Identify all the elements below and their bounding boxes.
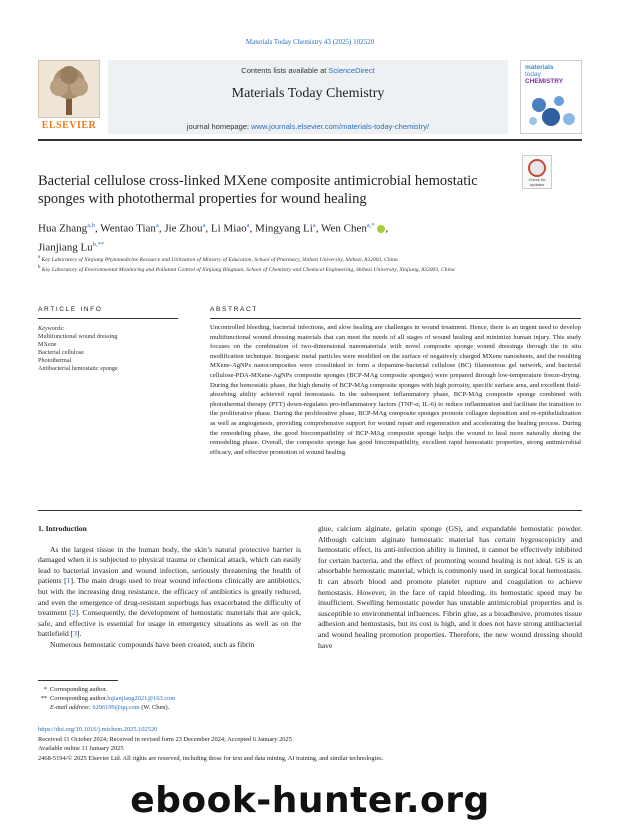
footnote-email: [38, 703, 338, 712]
crossmark-line1: Check for: [528, 177, 546, 182]
journal-masthead: [38, 60, 582, 136]
crossmark-badge[interactable]: [522, 155, 552, 189]
journal-homepage-line: [108, 122, 508, 131]
author-affil-mark[interactable]: a,*: [366, 222, 375, 229]
cover-title: [521, 61, 581, 85]
author-affil-mark[interactable]: a: [155, 222, 159, 229]
author-affil-mark[interactable]: a: [312, 222, 316, 229]
author-email-link[interactable]: 6296199@qq.com: [92, 704, 140, 712]
elsevier-logo[interactable]: [38, 60, 100, 132]
abstract-text: Uncontrolled bleeding, bacterial infections, and slow healing are challenges in wound treatment. Hence, there is an urgent need to develop multifunctional wound dressing materials that can meet the needs of all stages of wound healing and minimize human injury. This study focuses on the combination of two-dimensional nanomaterials with novel composite sponge wound dressings through the in situ modification technique. Inorganic metal particles were modified on the surface of negatively charged MXene nanosheets, and the resulting MXene-AgNPs nanocomposites were crosslinked to form a dopamine-bacterial cellulose (BC) filamentous gel network, and bacterial cellulose-PDA-MXene-AgNPs composite sponges (BCP-MAg composite sponges) were prepared through low-temperature freeze-drying. During the hemostatic phase, the high density of BCP-MAg composite sponges with high porosity, specific surface area, and excellent fluid-absorbing ability achieved rapid hemostasis. In the subsequent inflammatory phase, BCP-MAg composite sponge combined with photothermal therapy (PTT) down-regulates pro-inflammatory factors (TNF-α, IL-6) to reduce inflammation and facilitate the transition to the proliferative phase. During the proliferative phase, BCP-MAg composite sponges promote collagen deposition and re-epithelialization as well as angiogenesis, providing comprehensive support for wound repair and regeneration and accelerating the healing process. During the remodeling phase, the good biocompatibility of BCP-MAg composite sponge helps the wound to heal more naturally during the remodeling phase. Overall, the composite sponge has good biocompatibility, excellent rapid hemostatic properties, strong antimicrobial efficacy, and effective promotion of wound healing.: [210, 324, 581, 456]
affiliation-item: [38, 264, 558, 274]
affiliation-text: Key Laboratory of Environmental Monitoring and Pollutant Control of Xinjiang Bingtuan, School of Chemistry and Chemical Engineering, Shihezi University, Xinjiang, 832003, China: [41, 267, 455, 274]
corresponding-email-link[interactable]: lujianjiang2021@163.com: [107, 695, 176, 703]
intro-text: ]. Consequently, the development of hemostatic materials that are quick, safe, and effective is essential for usage in emergency situations as well as on the battlefield [: [38, 608, 301, 639]
email-suffix: (W. Chen).: [139, 704, 170, 712]
cover-title-line1: materials: [525, 64, 554, 71]
author-affil-mark[interactable]: a: [202, 222, 206, 229]
keyword-item: Multifunctional wound dressing: [38, 333, 118, 340]
keywords-label: Keywords:: [38, 325, 65, 332]
email-label: E-mail address:: [50, 704, 93, 712]
cover-title-line2: today: [525, 71, 541, 78]
crossmark-label: [523, 177, 551, 187]
intro-text: ].: [77, 629, 82, 639]
elsevier-wordmark: ELSEVIER: [41, 120, 97, 131]
watermark: ebook-hunter.org: [130, 780, 490, 821]
intro-paragraph: glue, calcium alginate, gelatin sponge (GS), and expandable hemostatic powder. Although calcium alginate hemostatic material has certain hygroscopicity and hemostatic effect, its anti-infection ability is limited, it cannot be effectively inhibited for certain bacteria, and the effect of promoting wound healing is not ideal. GS is an absorbable hemostatic material, which is commonly used in surgical local hemostasis. It can absorb blood and promote platelet rupture and coagulation to achieve hemostasis. However, in the face of rapid bleeding, its hemostatic speed may be insufficient. Swelling hemostatic powder has unstable antimicrobial properties and is susceptible to environmental influences. Fibrin glue, as a bioadhesive, promotes tissue adhesion and hemostasis, but its cost is high, and it does not have strong antibacterial and wound healing promotion properties. Therefore, the new wound dressing should have: [318, 524, 582, 650]
keyword-item: Antibacterial hemostatic sponge: [38, 365, 118, 372]
keyword-item: Bacterial cellulose: [38, 349, 84, 356]
orcid-icon[interactable]: [377, 225, 385, 233]
citation-link[interactable]: 1: [66, 576, 71, 586]
affiliations: [38, 254, 558, 275]
footnote-text: Corresponding author.: [50, 695, 108, 703]
crossmark-icon: [528, 159, 546, 177]
journal-homepage-link[interactable]: www.journals.elsevier.com/materials-today-chemistry/: [251, 122, 430, 131]
copyright-notice: 2468-5194/© 2025 Elsevier Ltd. All rights are reserved, including those for text and data mining, AI training, and similar technologies.: [38, 754, 384, 762]
footnote-text: Corresponding author.: [50, 686, 108, 693]
author-list: Hua Zhang$^{a,b}$, Wentao Tian$^a$, Jie Zhou$^a$, Li Miao$^a$, Mingyang Li$^a$, Wen Chen$^{a,*}$ , Jianjiang $Lu^{b,**}$: [38, 222, 389, 254]
author-affil-mark[interactable]: a,b: [87, 222, 95, 229]
masthead-divider: [38, 139, 582, 141]
intro-text: As the largest tissue in the human body, the skin’s natural protective barrier is damaged when it is subjected to physical trauma or chemical attack, which can easily lead to bacterial invasion and wound infection, seriously threatening the health of patients [: [38, 544, 301, 586]
sciencedirect-link[interactable]: ScienceDirect: [328, 66, 375, 75]
cover-title-line3: CHEMISTRY: [525, 78, 564, 85]
citation-link[interactable]: 2: [71, 608, 76, 618]
footnotes: [38, 685, 338, 713]
contents-available-line: [108, 66, 508, 75]
keyword-item: Photothermal: [38, 357, 72, 364]
journal-header-band: [108, 60, 508, 134]
affiliation-item: [38, 254, 558, 264]
abstract-heading: ABSTRACT: [210, 306, 258, 313]
author-name[interactable]: Wen Chen: [321, 222, 367, 235]
footnote-rule: [38, 680, 118, 681]
elsevier-tree-image: [38, 60, 100, 118]
author-name[interactable]: Jie Zhou: [164, 222, 203, 235]
intro-text: ]. The main drugs used to treat wound infections clinically are antibiotics, but with the increasing drug resistance, the efficacy of antibiotics is greatly reduced, and even the emergence of drug-resistant superbugs has exacerbated the difficulty of treatment [: [38, 576, 301, 618]
author-name[interactable]: Wentao Tian: [100, 222, 156, 235]
affiliation-text: Key Laboratory of Xinjiang Phytomedicine Resource and Utilization of Ministry of Education, School of Pharmacy, Shihezi University, Shihezi, 832003, China: [41, 256, 398, 263]
intro-paragraph: Numerous hemostatic compounds have been created, such as fibrin: [50, 639, 255, 649]
abstract-rule: [210, 318, 581, 319]
publication-info: [38, 725, 582, 763]
intro-paragraph: [38, 545, 301, 640]
keywords-block: [38, 325, 178, 373]
author-affil-mark[interactable]: b,**: [92, 240, 105, 248]
received-dates: Received 11 October 2024; Received in revised form 23 December 2024; Accepted 6 January 2025: [38, 735, 292, 743]
crossmark-line2: updates: [529, 182, 545, 187]
homepage-prefix: journal homepage:: [186, 122, 252, 131]
author-affil-mark[interactable]: a: [246, 222, 250, 229]
article-title: Bacterial cellulose cross-linked MXene composite antimicrobial hemostatic sponges with photothermal properties for wound healing: [38, 173, 478, 207]
keyword-item: MXene: [38, 341, 57, 348]
affiliation-mark: b: [38, 265, 41, 271]
article-info-heading: ARTICLE INFO: [38, 306, 103, 313]
journal-cover-image[interactable]: [520, 60, 582, 134]
citation-link[interactable]: 3: [73, 629, 78, 639]
intro-right-column: [318, 524, 582, 651]
journal-citation-link[interactable]: Materials Today Chemistry 43 (2025) 102520: [245, 38, 375, 46]
abstract-bottom-rule: [38, 510, 582, 511]
affiliation-mark: a: [38, 255, 41, 260]
cover-artwork: [525, 91, 577, 129]
author-name[interactable]: Li Miao: [210, 222, 247, 235]
doi-link[interactable]: https://doi.org/10.1016/j.mtchem.2025.102520: [38, 726, 158, 733]
contents-prefix: Contents lists available at: [241, 66, 329, 75]
footnote-mark: *: [43, 686, 47, 693]
introduction-heading: 1. Introduction: [38, 524, 87, 533]
author-name[interactable]: Jianjiang Lu: [38, 241, 93, 254]
available-online: Available online 11 January 2025: [38, 745, 124, 753]
author-name[interactable]: Hua Zhang: [38, 222, 88, 235]
footnote-corresponding-2: [38, 694, 338, 703]
article-info-rule: [38, 318, 178, 319]
footnote-mark: **: [40, 695, 47, 703]
author-name[interactable]: Mingyang Li: [255, 222, 313, 235]
journal-title: Materials Today Chemistry: [231, 86, 385, 101]
intro-left-column: [38, 524, 301, 651]
footnote-corresponding-1: [38, 685, 338, 694]
